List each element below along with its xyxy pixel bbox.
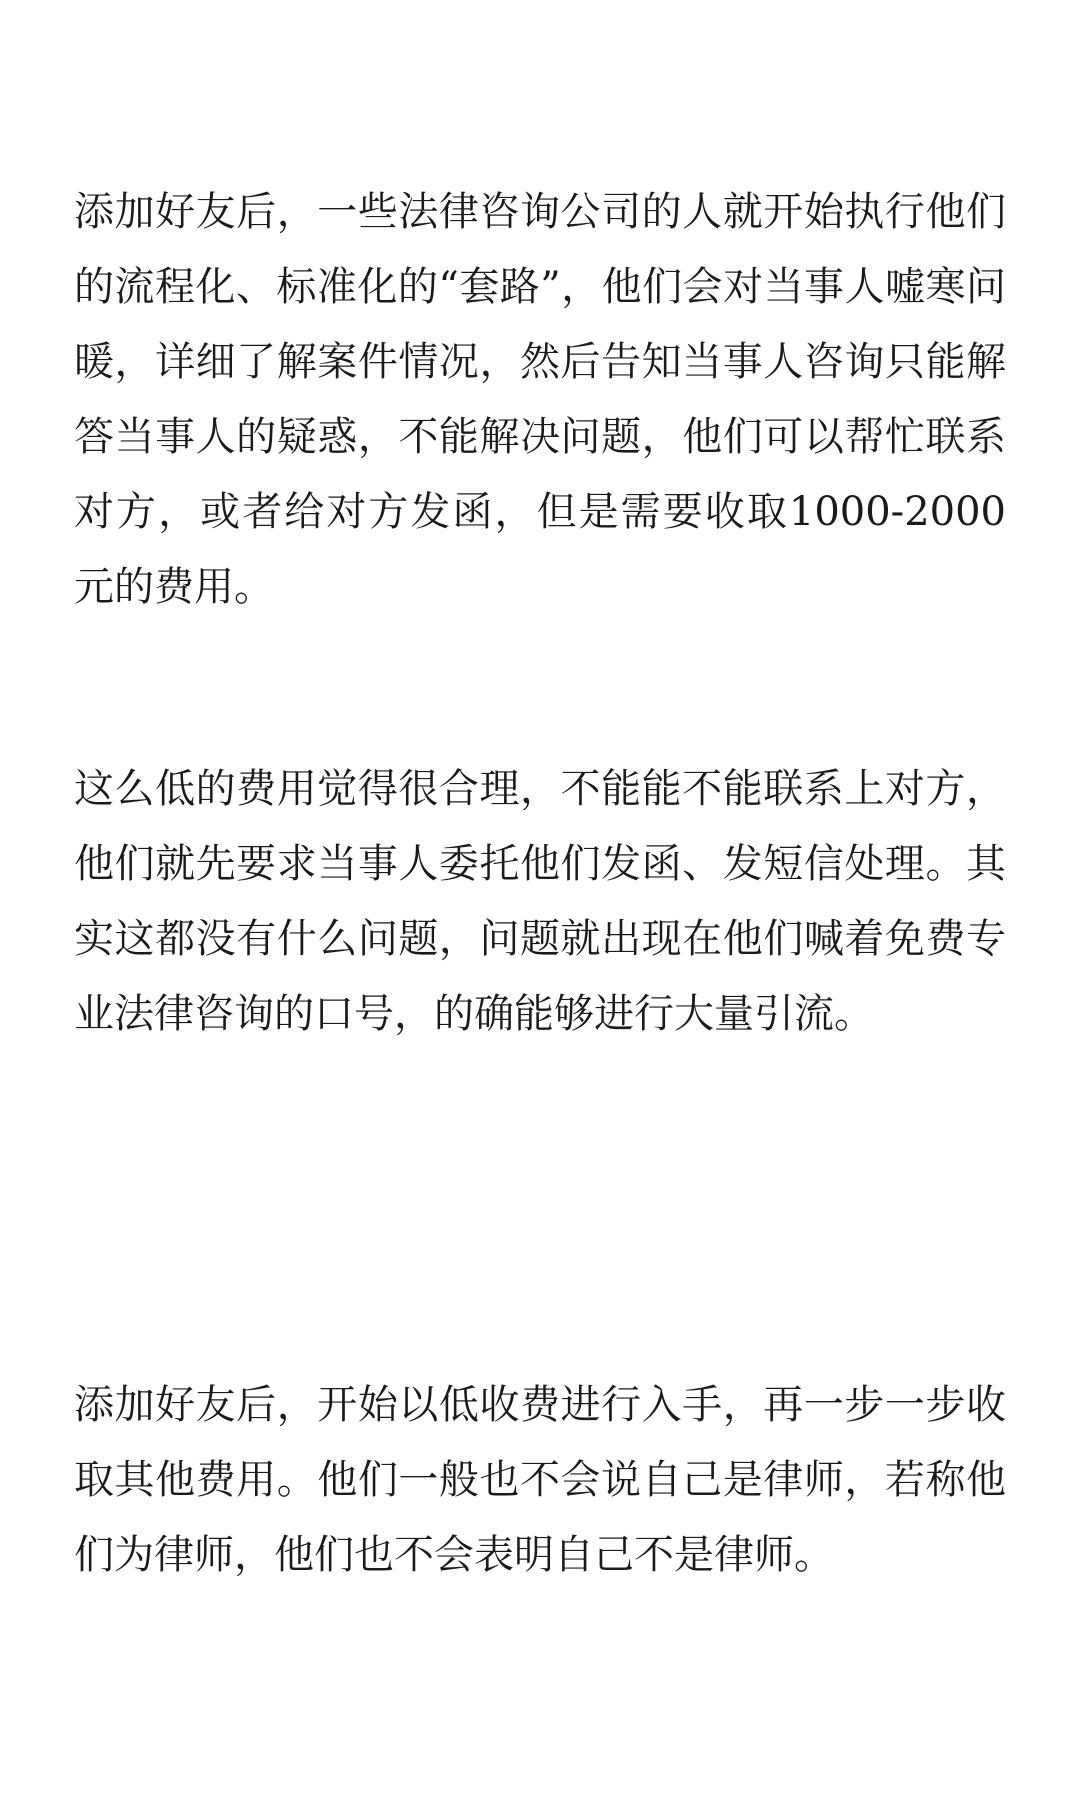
- paragraph-1: 添加好友后，一些法律咨询公司的人就开始执行他们的流程化、标准化的“套路”，他们会对当事人嘘寒问暖，详细了解案件情况，然后告知当事人咨询只能解答当事人的疑惑，不能解决问题，他们可以帮忙联系对方，或者给对方发函，但是需要收取1000-2000元的费用。: [74, 189, 1006, 610]
- paragraph-3: 添加好友后，开始以低收费进行入手，再一步一步收取其他费用。他们一般也不会说自己是律师，若称他们为律师，他们也不会表明自己不是律师。: [74, 1382, 1006, 1578]
- article-body: [74, 0, 1006, 1800]
- paragraph-2: 这么低的费用觉得很合理，不能能不能联系上对方，他们就先要求当事人委托他们发函、发短信处理。其实这都没有什么问题，问题就出现在他们喊着免费专业法律咨询的口号，的确能够进行大量引流。: [74, 766, 1006, 1037]
